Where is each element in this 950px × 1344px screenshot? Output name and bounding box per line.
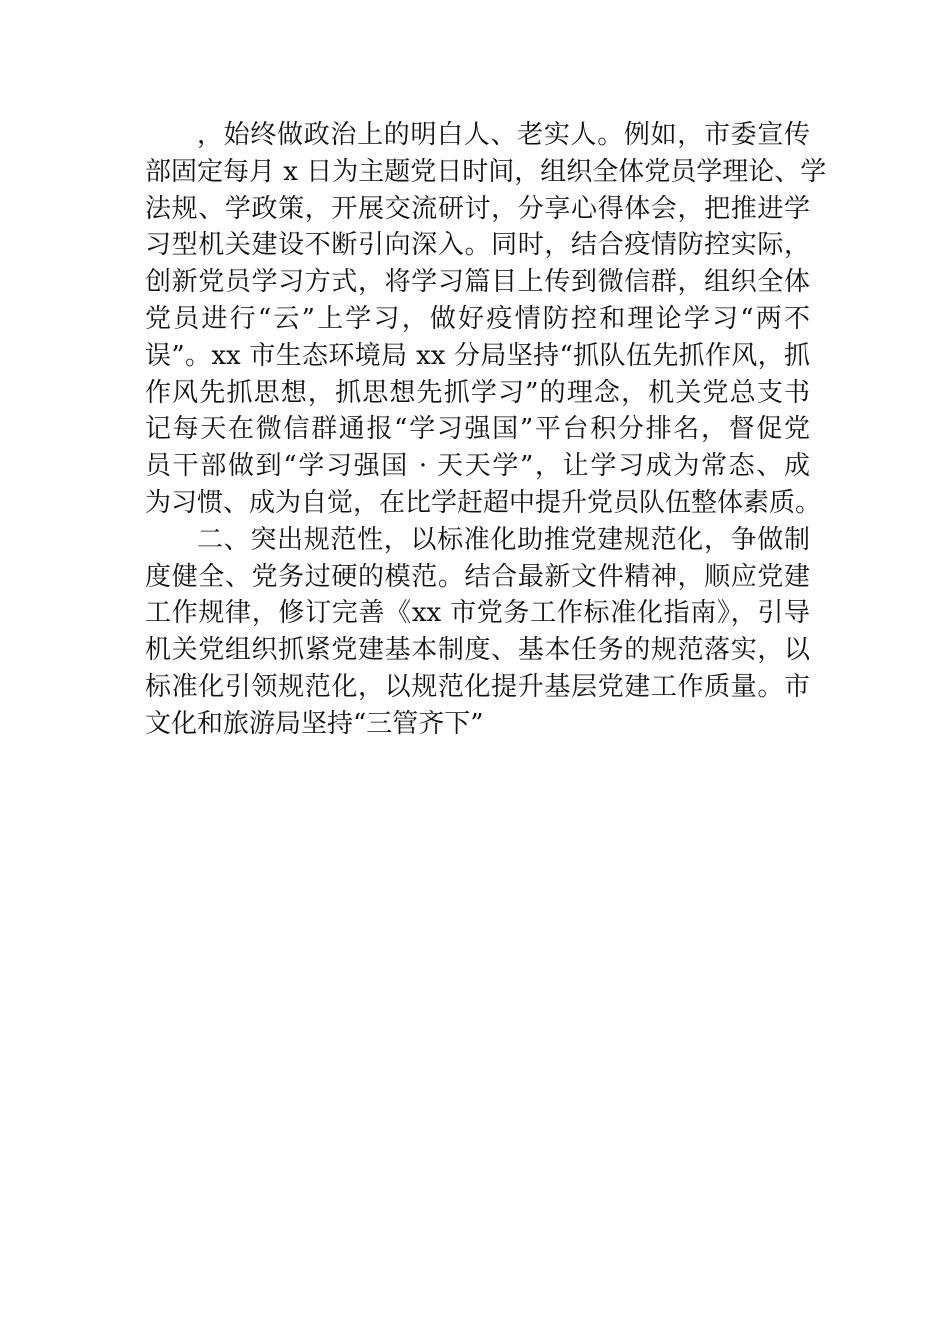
text-line: 文化和旅游局坚持“三管齐下” [145, 708, 484, 739]
text-line: 为习惯、成为自觉，在比学赶超中提升党员队伍整体素质。 [145, 487, 822, 518]
text-line: 部固定每月 x 日为主题党日时间，组织全体党员学理论、学 [145, 156, 827, 187]
paragraph-1 [145, 117, 827, 522]
text-line: 机关党组织抓紧党建基本制度、基本任务的规范落实，以 [145, 635, 810, 666]
paragraph-2 [145, 522, 810, 743]
text-line: 记每天在微信群通报“学习强国”平台积分排名，督促党 [145, 414, 810, 445]
text-line: 法规、学政策，开展交流研讨，分享心得体会，把推进学 [145, 193, 810, 224]
text-line: 习型机关建设不断引向深入。同时，结合疫情防控实际， [145, 230, 810, 261]
text-line: 误”。xx 市生态环境局 xx 分局坚持“抓队伍先抓作风，抓 [145, 340, 810, 371]
text-line: 度健全、党务过硬的模范。结合最新文件精神，顺应党建 [145, 561, 810, 592]
text-line: 创新党员学习方式，将学习篇目上传到微信群，组织全体 [145, 267, 810, 298]
text-line: ，始终做政治上的明白人、老实人。例如，市委宣传 [197, 120, 810, 150]
document-body [145, 117, 827, 743]
text-line: 工作规律，修订完善《xx 市党务工作标准化指南》，引导 [145, 598, 810, 629]
text-line: 员干部做到“学习强国 · 天天学”，让学习成为常态、成 [145, 451, 810, 482]
text-line: 党员进行“云”上学习，做好疫情防控和理论学习“两不 [145, 303, 810, 334]
text-line: 二、突出规范性，以标准化助推党建规范化，争做制 [197, 524, 810, 555]
text-line: 作风先抓思想，抓思想先抓学习”的理念，机关党总支书 [145, 377, 810, 408]
text-line: 标准化引领规范化，以规范化提升基层党建工作质量。市 [145, 671, 810, 702]
